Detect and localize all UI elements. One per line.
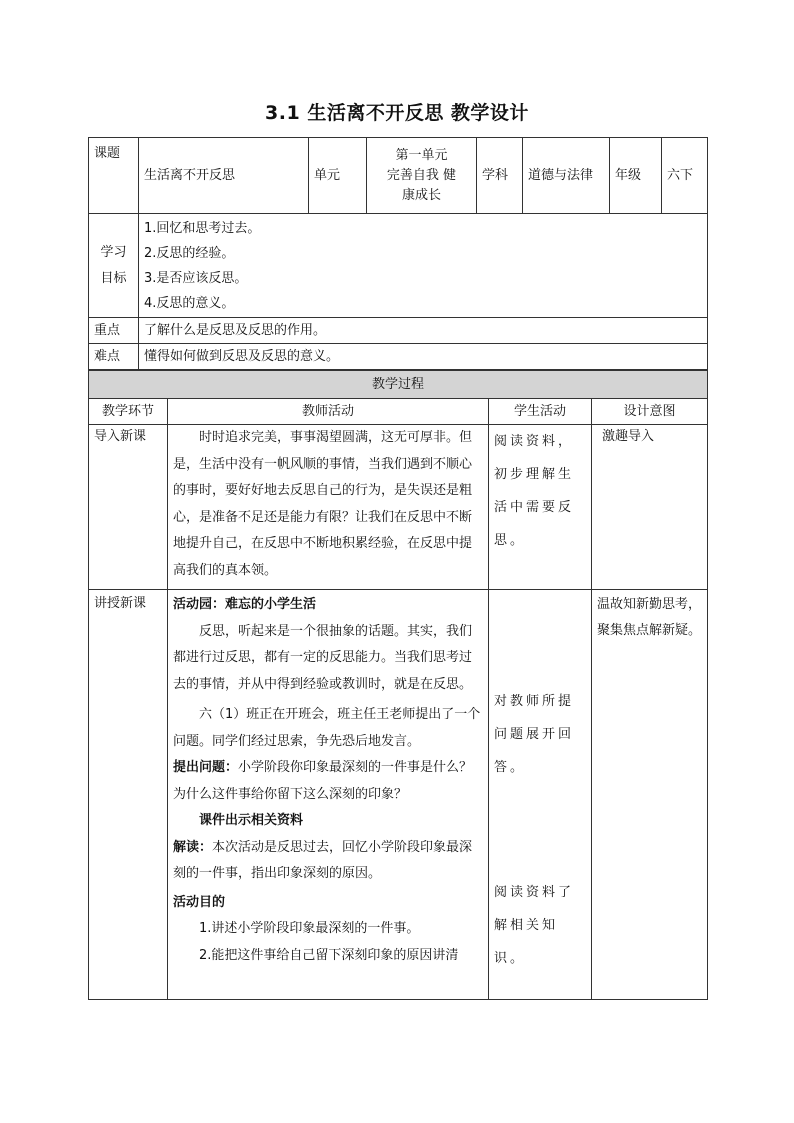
intro-purpose: 激趣导入 [592,425,708,590]
process-header: 教学过程 [89,371,708,399]
goals-list: 1.回忆和思考过去。 2.反思的经验。 3.是否应该反思。 4.反思的意义。 [139,214,708,318]
difficult-value: 懂得如何做到反思及反思的意义。 [139,344,708,370]
col-stage: 教学环节 [89,399,168,425]
grade-label: 年级 [610,138,662,214]
course-label: 课题 [89,138,139,214]
course-value: 生活离不开反思 [139,138,309,214]
col-teacher: 教师活动 [168,399,489,425]
subject-label: 学科 [477,138,523,214]
new-student: 对教师所提问题展开回答。 阅读资料了解相关知识。 [489,590,592,1000]
page-title: 3.1 生活离不开反思 教学设计 [265,102,529,124]
new-teacher: 活动园：难忘的小学生活 反思，听起来是一个很抽象的话题。其实，我们都进行过反思，都有一定的反思能力。当我们思考过去的事情，并从中得到经验或教训时，就是在反思。 六（1）班正在开班会，班主任王老师提出了一个问题。同学们经过思索，争先恐后地发言。 提出问题：小学阶段你印象最深刻的一件事是什么？为什么这件事给你留下这么深刻的印象？ 课件出示相关资料 解读：本次活动是反思过去，回忆小学阶段印象最深刻的一件事，指出印象深刻的原因。 活动目的 1.讲述小学阶段印象最深刻的一件事。 2.能把这件事给自己留下深刻印象的原因讲清 [168,590,489,1000]
key-value: 了解什么是反思及反思的作用。 [139,318,708,344]
unit-value: 第一单元 完善自我 健 康成长 [367,138,477,214]
teaching-process-table [88,370,708,1000]
key-label: 重点 [89,318,139,344]
col-student: 学生活动 [489,399,592,425]
intro-teacher: 时时追求完美，事事渴望圆满，这无可厚非。但是，生活中没有一帆风顺的事情，当我们遇到不顺心的事时，要好好地去反思自己的行为，是失误还是粗心，是准备不足还是能力有限？让我们在反思中不断地提升自己，在反思中不断地积累经验，在反思中提高我们的真本领。 [168,425,489,590]
goals-label: 学习 目标 [89,214,139,318]
unit-label: 单元 [309,138,367,214]
intro-student: 阅读资料，初步理解生活中需要反思。 [489,425,592,590]
col-purpose: 设计意图 [592,399,708,425]
new-purpose: 温故知新勤思考，聚集焦点解新疑。 [592,590,708,1000]
grade-value: 六下 [662,138,708,214]
course-info-table [88,137,708,370]
subject-value: 道德与法律 [523,138,610,214]
new-stage: 讲授新课 [89,590,168,1000]
difficult-label: 难点 [89,344,139,370]
intro-stage: 导入新课 [89,425,168,590]
